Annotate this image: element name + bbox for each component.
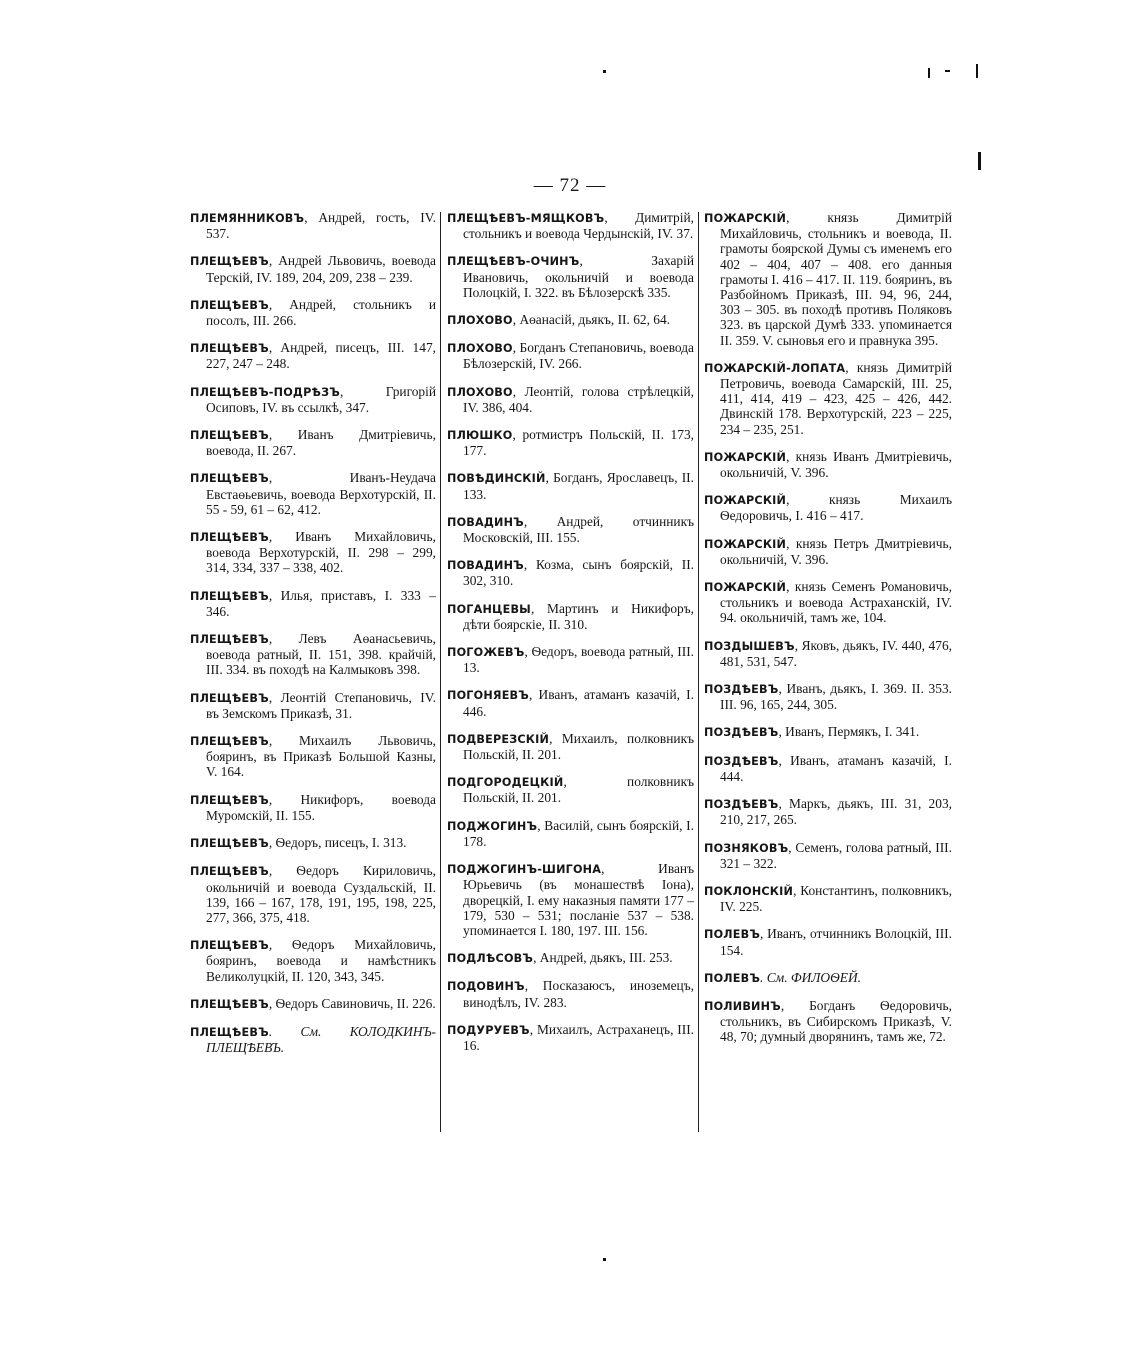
index-entry xyxy=(190,792,436,823)
entry-text: , Левъ Аѳанасьевичь, воевода ратный, II. 151, 398. крайчій, III. 334. въ походѣ на Калмыковъ 398. xyxy=(206,631,436,678)
index-entry xyxy=(447,601,694,632)
entry-text: , Богданъ, Ярославецъ, II. 133. xyxy=(463,470,694,502)
index-entry xyxy=(190,253,436,284)
index-entry xyxy=(704,796,952,827)
column-divider xyxy=(440,212,441,1132)
index-entry xyxy=(447,818,694,849)
index-entry xyxy=(704,360,952,437)
entry-headword: ПОЛИВИНЪ xyxy=(704,999,781,1013)
entry-text: . См. КОЛОДКИНЪ-ПЛЕЩѢЕВЪ. xyxy=(206,1023,436,1056)
index-entry xyxy=(447,384,694,415)
print-speck xyxy=(978,152,981,170)
index-entry xyxy=(704,681,952,712)
entry-text: , князь Семенъ Романовичь, стольникъ и воевода Астраханскій, IV. 94. окольничій, тамъ же, 104. xyxy=(720,579,952,626)
entry-text: , Леонтій, голова стрѣлецкій, IV. 386, 404. xyxy=(463,383,694,415)
entry-text: , Леонтій Степановичь, IV. въ Земскомъ Приказѣ, 31. xyxy=(206,689,436,721)
entry-headword: ПОДЖОГИНЪ xyxy=(447,819,538,833)
index-entry xyxy=(447,644,694,675)
entry-headword: ПОВАДИНЪ xyxy=(447,515,524,529)
entry-text: , Маркъ, дьякъ, III. 31, 203, 210, 217, 265. xyxy=(720,796,952,828)
entry-text: , Аѳанасій, дьякъ, II. 62, 64. xyxy=(512,312,671,328)
index-column-left xyxy=(190,210,436,1067)
entry-headword: ПОЖАРСКІЙ xyxy=(704,494,787,508)
entry-text: , князь Петръ Дмитріевичь, окольничій, V. 396. xyxy=(720,535,952,567)
index-entry xyxy=(190,297,436,328)
entry-text: . См. ФИЛОѲЕЙ. xyxy=(760,969,861,985)
entry-headword: ПОЖАРСКІЙ xyxy=(704,581,787,595)
entry-text: , Иванъ, атаманъ казачій, I. 444. xyxy=(720,752,952,784)
index-entry xyxy=(704,579,952,626)
entry-headword: ПОЛЕВЪ xyxy=(704,971,761,985)
entry-text: , Иванъ, отчинникъ Волоцкій, III. 154. xyxy=(720,926,952,958)
entry-headword: ПОДЖОГИНЪ-ШИГОНА xyxy=(447,863,602,877)
index-entry xyxy=(447,253,694,300)
index-entry xyxy=(704,724,952,740)
print-speck xyxy=(928,68,930,78)
entry-text: , Яковъ, дьякъ, IV. 440, 476, 481, 531, 547. xyxy=(720,637,952,669)
entry-headword: ПЛЕЩѢЕВЪ xyxy=(190,865,269,879)
entry-text: , Никифоръ, воевода Муромскій, II. 155. xyxy=(206,791,436,823)
entry-text: , Захарій Ивановичь, окольничій и воевода Полоцкій, I. 322. въ Бѣлозерскѣ 335. xyxy=(463,253,694,300)
index-entry xyxy=(704,926,952,957)
entry-text: , ротмистръ Польскій, II. 173, 177. xyxy=(463,427,694,459)
entry-text: , Ѳедоръ, писецъ, I. 313. xyxy=(268,835,407,851)
entry-headword: ПОЖАРСКІЙ xyxy=(704,450,787,464)
entry-headword: ПЛЕЩѢЕВЪ xyxy=(190,691,269,705)
entry-headword: ПЛЕЩѢЕВЪ xyxy=(190,531,269,545)
entry-headword: ПОЗНЯКОВЪ xyxy=(704,841,789,855)
index-entry xyxy=(447,687,694,718)
entry-headword: ПЛЕЩѢЕВЪ xyxy=(190,1025,269,1039)
entry-headword: ПЛОХОВО xyxy=(447,314,513,328)
entry-text: , Андрей, дьякъ, III. 253. xyxy=(533,950,673,966)
entry-text: , Козма, сынъ боярскій, II. 302, 310. xyxy=(463,557,694,589)
index-entry xyxy=(190,1024,436,1055)
entry-headword: ПОЗДѢЕВЪ xyxy=(704,798,779,812)
entry-text: , полковникъ Польскій, II. 201. xyxy=(463,774,694,806)
entry-headword: ПЛЕЩѢЕВЪ xyxy=(190,255,269,269)
entry-headword: ПЛОХОВО xyxy=(447,385,513,399)
entry-text: , Ѳедоръ Кириловичь, окольничій и воевода Суздальскій, II. 139, 166 – 167, 178, 191, 195, 198, 225, 277, 366, 375, 418. xyxy=(206,863,436,925)
entry-headword: ПОЖАРСКІЙ xyxy=(704,537,787,551)
index-entry xyxy=(447,731,694,762)
entry-headword: ПЛЕЩѢЕВЪ xyxy=(190,633,269,647)
entry-text: , Мартинъ и Никифоръ, дѣти боярскіе, II. 310. xyxy=(463,600,694,632)
index-entry xyxy=(704,970,952,986)
entry-headword: ПЛЕЩѢЕВЪ xyxy=(190,429,269,443)
index-entry xyxy=(190,733,436,780)
index-entry xyxy=(447,978,694,1009)
index-entry xyxy=(190,863,436,925)
index-entry xyxy=(190,996,436,1012)
entry-headword: ПОЖАРСКІЙ xyxy=(704,212,787,225)
entry-headword: ПОГОЖЕВЪ xyxy=(447,646,525,660)
entry-text: , князь Димитрій Петровичь, воевода Самарскій, III. 25, 411, 414, 419 – 423, 425 – 426, 442. Двинскій 178. Верхотурскій, 223 – 225, 234 – 235, 251. xyxy=(720,359,952,437)
index-entry xyxy=(447,1022,694,1053)
index-entry xyxy=(447,427,694,458)
index-entry xyxy=(704,840,952,871)
entry-text: , Иванъ, дьякъ, I. 369. II. 353. III. 96, 165, 244, 305. xyxy=(720,681,952,713)
index-entry xyxy=(704,883,952,914)
entry-text: , Михаилъ, Астраханецъ, III. 16. xyxy=(463,1021,694,1053)
entry-headword: ПЛЕЩѢЕВЪ xyxy=(190,735,269,749)
entry-headword: ПЛОХОВО xyxy=(447,342,513,356)
index-entry xyxy=(447,210,694,241)
entry-text: , Андрей, писецъ, III. 147, 227, 247 – 248. xyxy=(206,340,436,372)
entry-text: , Илья, приставъ, I. 333 – 346. xyxy=(206,587,436,619)
entry-text: , Иванъ Михайловичь, воевода Верхотурскій, II. 298 – 299, 314, 334, 337 – 338, 402. xyxy=(206,529,436,576)
index-entry xyxy=(190,835,436,851)
entry-text: , Андрей, отчинникъ Московскій, III. 155. xyxy=(463,513,694,546)
entry-text: , Ѳедоръ, воевода ратный, III. 13. xyxy=(463,644,694,676)
entry-headword: ПОЗДѢЕВЪ xyxy=(704,726,779,740)
entry-headword: ПЛЕМЯННИКОВЪ xyxy=(190,212,305,225)
entry-text: , Ѳедоръ Савиновичь, II. 226. xyxy=(268,995,436,1011)
index-entry xyxy=(447,950,694,966)
entry-headword: ПЛЕЩѢЕВЪ xyxy=(190,939,269,953)
index-entry xyxy=(190,470,436,517)
index-entry xyxy=(447,340,694,371)
entry-headword: ПЛЕЩѢЕВЪ xyxy=(190,298,269,312)
entry-text: , князь Димитрій Михайловичь, стольникъ и воевода, II. грамоты боярской Думы съ именемъ его 402 – 404, 407 – 408. его данныя грамоты I. 416 – 417. II. 119. бояринъ, въ Разбойномъ Приказѣ, III. 94, 96, 244, 303 – 305. въ походѣ противъ Поляковъ 323. въ царской Думѣ 333. упоминается II. 359. V. сыновья его и правнука 395. xyxy=(720,210,952,348)
index-entry xyxy=(447,470,694,501)
index-entry xyxy=(704,492,952,523)
entry-text: , Иванъ Дмитріевичь, воевода, II. 267. xyxy=(206,427,436,459)
entry-headword: ПЛЕЩѢЕВЪ xyxy=(190,472,269,486)
entry-headword: ПЛЕЩѢЕВЪ-МЯЩКОВЪ xyxy=(447,212,605,225)
entry-headword: ПОГОНЯЕВЪ xyxy=(447,689,529,703)
index-entry xyxy=(190,427,436,458)
index-entry xyxy=(704,536,952,567)
entry-headword: ПЛЕЩѢЕВЪ-ПОДРѢЗЪ xyxy=(190,385,340,399)
entry-text: , Василій, сынъ боярскій, I. 178. xyxy=(463,817,694,849)
entry-text: , Богданъ Степановичь, воевода Бѣлозерскій, IV. 266. xyxy=(463,340,694,372)
index-entry xyxy=(190,384,436,415)
entry-headword: ПЛЮШКО xyxy=(447,429,513,443)
entry-headword: ПЛЕЩѢЕВЪ xyxy=(190,342,269,356)
entry-headword: ПОДВЕРЕЗСКІЙ xyxy=(447,732,550,746)
entry-text: , Посказаюсъ, иноземецъ, винодѣлъ, IV. 283. xyxy=(463,978,694,1010)
print-speck xyxy=(603,1258,606,1261)
entry-headword: ПОВѢДИНСКІЙ xyxy=(447,472,546,486)
entry-headword: ПЛЕЩѢЕВЪ-ОЧИНЪ xyxy=(447,255,580,269)
index-entry xyxy=(447,861,694,938)
entry-headword: ПОЗДѢЕВЪ xyxy=(704,683,779,697)
entry-text: , Иванъ-Неудача Евстаѳьевичь, воевода Верхотурскій, II. 55 - 59, 61 – 62, 412. xyxy=(206,470,436,517)
entry-text: , Михаилъ, полковникъ Польскій, II. 201. xyxy=(463,730,694,763)
entry-text: , Михаилъ Львовичь, бояринъ, въ Приказѣ Большой Казны, V. 164. xyxy=(206,733,436,780)
index-entry xyxy=(447,514,694,545)
index-entry xyxy=(190,210,436,241)
entry-text: , Григорій Осиповъ, IV. въ ссылкѣ, 347. xyxy=(206,383,436,415)
entry-headword: ПОДОВИНЪ xyxy=(447,980,525,994)
entry-headword: ПОКЛОНСКІЙ xyxy=(704,884,794,898)
entry-text: , Иванъ, Пермякъ, I. 341. xyxy=(778,724,920,740)
entry-text: , Семенъ, голова ратный, III. 321 – 322. xyxy=(720,839,952,871)
index-entry xyxy=(190,588,436,619)
index-entry xyxy=(704,753,952,784)
entry-headword: ПЛЕЩѢЕВЪ xyxy=(190,793,269,807)
entry-text: , Димитрій, стольникъ и воевода Чердынскій, IV. 37. xyxy=(463,210,694,242)
entry-headword: ПОЛЕВЪ xyxy=(704,928,761,942)
column-divider xyxy=(698,212,699,1132)
index-entry xyxy=(190,690,436,721)
entry-text: , Андрей Львовичь, воевода Терскій, IV. 189, 204, 209, 238 – 239. xyxy=(206,253,436,285)
index-entry xyxy=(704,638,952,669)
index-column-right xyxy=(704,210,952,1057)
print-speck xyxy=(603,70,606,73)
print-speck xyxy=(945,70,950,72)
entry-headword: ПОДГОРОДЕЦКІЙ xyxy=(447,776,564,790)
index-entry xyxy=(704,998,952,1045)
entry-headword: ПОЗДЫШЕВЪ xyxy=(704,639,795,653)
entry-text: , Иванъ Юрьевичь (въ монашествѣ Іона), дворецкій, I. ему наказныя памяти 177 – 179, 530 – 531; посланіе 537 – 538. упоминается I. 180, 197. III. 156. xyxy=(463,861,694,938)
entry-headword: ПЛЕЩѢЕВЪ xyxy=(190,837,269,851)
entry-text: , Богданъ Ѳедоровичь, стольникъ, въ Сибирскомъ Приказѣ, V. 48, 70; думный дворянинъ, тамъ же, 72. xyxy=(720,997,952,1045)
entry-headword: ПОВАДИНЪ xyxy=(447,559,524,573)
index-entry xyxy=(704,449,952,480)
entry-text: , Иванъ, атаманъ казачій, I. 446. xyxy=(463,687,694,719)
entry-text: , Андрей, гость, IV. 537. xyxy=(206,210,436,242)
entry-headword: ПОГАНЦЕВЫ xyxy=(447,602,531,616)
index-entry xyxy=(447,557,694,588)
entry-headword: ПОДУРУЕВЪ xyxy=(447,1023,530,1037)
index-entry xyxy=(447,774,694,805)
entry-text: , князь Михаилъ Ѳедоровичь, I. 416 – 417. xyxy=(720,492,952,524)
index-entry xyxy=(704,210,952,348)
entry-text: , Андрей, стольникъ и посолъ, III. 266. xyxy=(206,296,436,329)
entry-headword: ПЛЕЩѢЕВЪ xyxy=(190,997,269,1011)
entry-text: , Ѳедоръ Михайловичь, бояринъ, воевода и намѣстникъ Великолуцкій, II. 120, 343, 345. xyxy=(206,937,436,984)
index-column-middle xyxy=(447,210,694,1065)
index-entry xyxy=(447,312,694,328)
page-number: — 72 — xyxy=(533,175,607,196)
entry-headword: ПОЖАРСКІЙ-ЛОПАТА xyxy=(704,361,846,375)
index-entry xyxy=(190,631,436,678)
index-entry xyxy=(190,340,436,371)
entry-headword: ПОДЛѢСОВЪ xyxy=(447,952,534,966)
index-entry xyxy=(190,937,436,984)
print-speck xyxy=(976,64,978,78)
entry-text: , князь Иванъ Дмитріевичь, окольничій, V. 396. xyxy=(720,448,952,481)
index-entry xyxy=(190,529,436,576)
entry-text: , Константинъ, полковникъ, IV. 225. xyxy=(720,882,952,915)
entry-headword: ПЛЕЩѢЕВЪ xyxy=(190,589,269,603)
entry-headword: ПОЗДѢЕВЪ xyxy=(704,754,779,768)
